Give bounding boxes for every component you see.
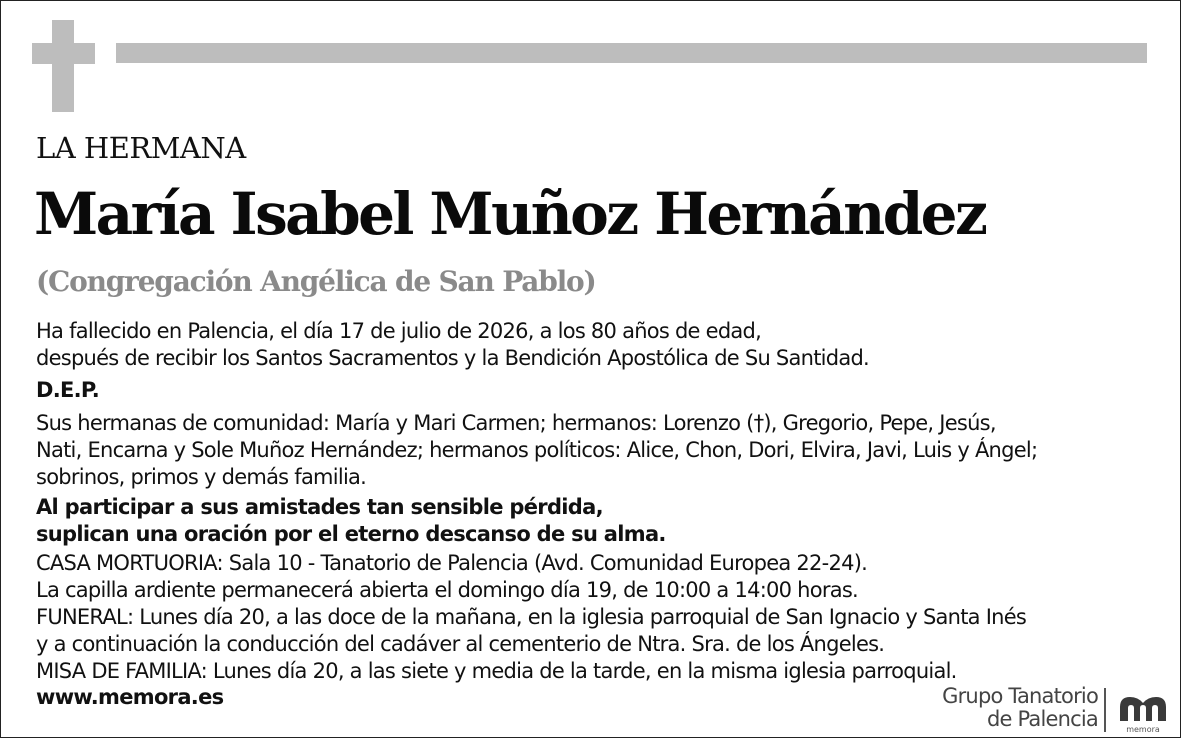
- service-line: FUNERAL: Lunes día 20, a las doce de la mañana, en la iglesia parroquial de San Ignacio y Santa Inés: [36, 605, 1027, 629]
- death-line: Ha fallecido en Palencia, el día 17 de julio de 2026, a los 80 años de edad,: [36, 319, 762, 343]
- service-line: MISA DE FAMILIA: Lunes día 20, a las siete y media de la tarde, en la misma iglesia parroquial.: [36, 659, 957, 683]
- company-name-line1: Grupo Tanatorio: [942, 684, 1098, 708]
- family-line: Sus hermanas de comunidad: María y Mari Carmen; hermanos: Lorenzo (†), Gregorio, Pepe, Jesús,: [36, 411, 996, 435]
- service-details: [36, 550, 1026, 685]
- website-link[interactable]: www.memora.es: [36, 685, 224, 709]
- service-line: La capilla ardiente permanecerá abierta el domingo día 19, de 10:00 a 14:00 horas.: [36, 578, 858, 602]
- header-bar: [116, 43, 1147, 63]
- death-line: después de recibir los Santos Sacramentos y la Bendición Apostólica de Su Santidad.: [36, 346, 869, 370]
- family-list: [36, 410, 1037, 491]
- relation-label: LA HERMANA: [36, 131, 246, 165]
- service-line: CASA MORTUORIA: Sala 10 - Tanatorio de Palencia (Avd. Comunidad Europea 22-24).: [36, 551, 868, 575]
- congregation-subtitle: (Congregación Angélica de San Pablo): [36, 265, 596, 298]
- family-line: Nati, Encarna y Sole Muñoz Hernández; hermanos políticos: Alice, Chon, Dori, Elvira, Javi, Luis y Ángel;: [36, 438, 1038, 462]
- prayer-line: suplican una oración por el eterno descanso de su alma.: [36, 522, 666, 546]
- cross-icon-vertical: [52, 20, 74, 112]
- logo-caption: memora: [1126, 725, 1160, 734]
- deceased-name: María Isabel Muñoz Hernández: [34, 180, 986, 248]
- service-line: y a continuación la conducción del cadáver al cementerio de Ntra. Sra. de los Ángeles.: [36, 632, 885, 656]
- death-announcement: [36, 318, 869, 372]
- family-line: sobrinos, primos y demás familia.: [36, 465, 367, 489]
- cross-icon-horizontal: [32, 43, 95, 64]
- company-name: [922, 685, 1098, 731]
- prayer-request: [36, 494, 666, 548]
- rip-text: D.E.P.: [36, 378, 100, 402]
- company-name-line2: de Palencia: [986, 707, 1098, 731]
- logo-divider: [1104, 688, 1106, 732]
- memora-logo-icon: [1116, 691, 1170, 735]
- prayer-line: Al participar a sus amistades tan sensible pérdida,: [36, 495, 603, 519]
